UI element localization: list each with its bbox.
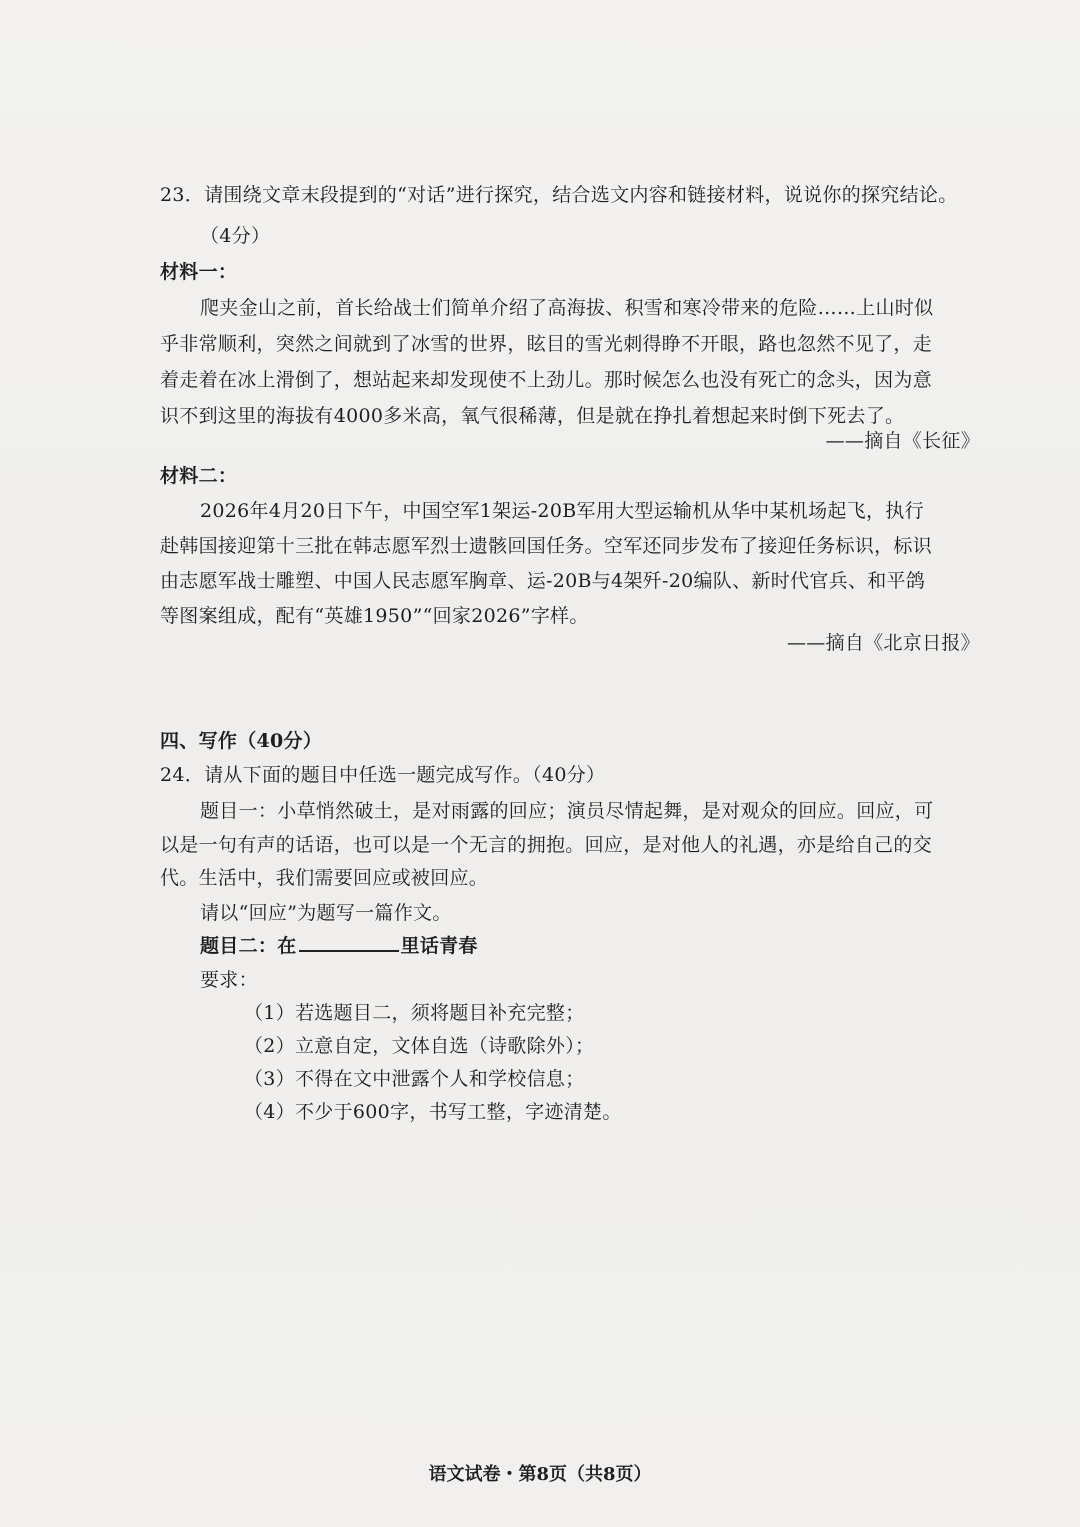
- topic-2-line: [200, 932, 478, 960]
- question-23-text: 23．请围绕文章末段提到的“对话”进行探究，结合选文内容和链接材料，说说你的探究结论。: [160, 184, 958, 206]
- requirement-item: （2）立意自定，文体自选（诗歌除外）；: [244, 1035, 595, 1057]
- material-1-line: 识不到这里的海拔有4000多米高，氧气很稀薄，但是就在挣扎着想起来时倒下死去了。: [160, 405, 905, 427]
- topic-2-blank: [299, 932, 399, 952]
- topic-1-prompt: 请以“回应”为题写一篇作文。: [200, 902, 452, 924]
- topic-1-line: 以是一句有声的话语，也可以是一个无言的拥抱。回应，是对他人的礼遇，亦是给自己的交: [160, 834, 933, 856]
- topic-1-line: 题目一：小草悄然破土，是对雨露的回应；演员尽情起舞，是对观众的回应。回应，可: [200, 800, 934, 822]
- topic-2-suffix: 里话青春: [400, 935, 478, 957]
- material-2-heading: 材料二：: [160, 465, 238, 487]
- material-1-heading: 材料一：: [160, 261, 238, 283]
- material-1-source: ——摘自《长征》: [825, 430, 980, 452]
- requirements-label: 要求：: [200, 969, 258, 991]
- requirement-item: （4）不少于600字，书写工整，字迹清楚。: [244, 1101, 622, 1123]
- material-2-source: ——摘自《北京日报》: [786, 632, 980, 654]
- section-4-heading: 四、写作（40分）: [160, 730, 323, 752]
- material-1-line: 爬夹金山之前，首长给战士们简单介绍了高海拔、积雪和寒冷带来的危险……上山时似: [200, 297, 934, 319]
- topic-1-line: 代。生活中，我们需要回应或被回应。: [160, 867, 489, 889]
- material-1-line: 乎非常顺利，突然之间就到了冰雪的世界，眩目的雪光刺得睁不开眼，路也忽然不见了，走: [160, 333, 933, 355]
- question-23-score: （4分）: [200, 225, 271, 247]
- page-footer: 语文试卷・第8页（共8页）: [428, 1464, 652, 1485]
- requirement-item: （3）不得在文中泄露个人和学校信息；: [244, 1068, 585, 1090]
- material-2-line: 赴韩国接迎第十三批在韩志愿军烈士遗骸回国任务。空军还同步发布了接迎任务标识，标识: [160, 535, 933, 557]
- material-2-line: 等图案组成，配有“英雄1950”“回家2026”字样。: [160, 605, 589, 627]
- material-2-line: 2026年4月20日下午，中国空军1架运-20B军用大型运输机从华中某机场起飞，执行: [200, 500, 924, 522]
- material-2-line: 由志愿军战士雕塑、中国人民志愿军胸章、运-20B与4架歼-20编队、新时代官兵、和平鸽: [160, 570, 926, 592]
- material-1-line: 着走着在冰上滑倒了，想站起来却发现使不上劲儿。那时候怎么也没有死亡的念头，因为意: [160, 369, 933, 391]
- requirement-item: （1）若选题目二，须将题目补充完整；: [244, 1002, 585, 1024]
- question-24-text: 24．请从下面的题目中任选一题完成写作。（40分）: [160, 764, 606, 786]
- topic-2-prefix: 题目二：在: [200, 935, 297, 957]
